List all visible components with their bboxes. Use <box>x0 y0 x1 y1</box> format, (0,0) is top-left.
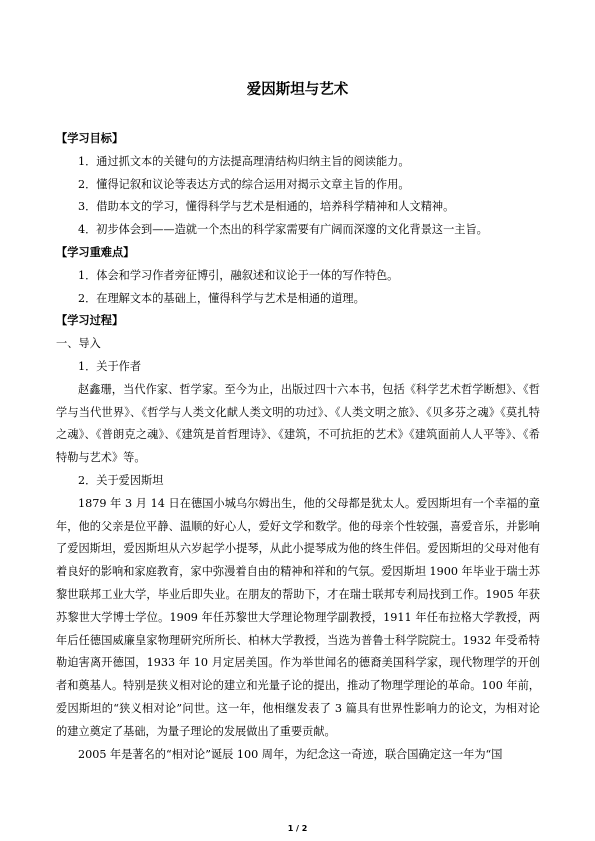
keypoint-item-1: 1．体会和学习作者旁征博引，融叙述和议论于一体的写作特色。 <box>78 268 399 282</box>
subheading-author: 1．关于作者 <box>78 359 142 373</box>
page-title: 爱因斯坦与艺术 <box>246 82 349 98</box>
goal-item-3: 3．借助本文的学习，懂得科学与艺术是相通的，培养科学精神和人文精神。 <box>78 200 455 214</box>
goal-item-4: 4．初步体会到——造就一个杰出的科学家需要有广阔而深邃的文化背景这一主旨。 <box>78 223 488 237</box>
author-paragraph: 赵鑫珊，当代作家、哲学家。至今为止，出版过四十六本书，包括《科学艺术哲学断想》、《哲学与当代世界》、《哲学与人类文化献人类文明的功过》、《人类文明之旅》、《贝多芬之魂》《莫扎特之魂》、《普朗克之魂》、《建筑是首哲理诗》、《建筑，不可抗拒的艺术》《建筑面前人人平等》、《希特勒与艺术》等。 <box>56 382 540 465</box>
goal-item-1: 1．通过抓文本的关键句的方法提高理清结构归纳主旨的阅读能力。 <box>78 154 410 168</box>
subheading-einstein: 2．关于爱因斯坦 <box>78 473 164 487</box>
relativity-paragraph: 2005 年是著名的“相对论”诞辰 100 周年，为纪念这一奇迹，联合国确定这一年为“国 <box>78 747 503 761</box>
section-heading-process: 【学习过程】 <box>56 314 124 328</box>
goal-item-2: 2．懂得记叙和议论等表达方式的综合运用对揭示文章主旨的作用。 <box>78 177 410 191</box>
einstein-paragraph: 1879 年 3 月 14 日在德国小城乌尔姆出生，他的父母都是犹太人。爱因斯坦有一个幸福的童年，他的父亲是位平静、温顺的好心人，爱好文学和数学。他的母亲个性较强，喜爱音乐，并影响了爱因斯坦，爱因斯坦从六岁起学小提琴，从此小提琴成为他的终生伴侣。爱因斯坦的父母对他有着良好的影响和家庭教育，家中弥漫着自由的精神和祥和的气氛。爱因斯坦 1900 年毕业于瑞士苏黎世联邦工业大学，毕业后即失业。在朋友的帮助下，才在瑞士联邦专利局找到工作。1905 年获苏黎世大学博士学位。1909 年任苏黎世大学理论物理学副教授，1911 年任布拉格大学教授，两年后任德国威廉皇家物理研究所所长、柏林大学教授，当选为普鲁士科学院院士。1932 年受希特勒迫害离开德国，1933 年 10 月定居美国。作为举世闻名的德裔美国科学家，现代物理学的开创者和奠基人。特别是狭义相对论的建立和光量子论的提出，推动了物理学理论的革命。100 年前，爱因斯坦的“狭义相对论”问世。这一年，他相继发表了 3 篇具有世界性影响力的论文，为相对论的建立奠定了基础，为量子理论的发展做出了重要贡献。 <box>56 496 540 738</box>
keypoint-item-2: 2．在理解文本的基础上，懂得科学与艺术是相通的道理。 <box>78 291 365 305</box>
document-body <box>56 128 540 766</box>
part-heading-intro: 一、导入 <box>56 337 101 351</box>
section-heading-keypoints: 【学习重难点】 <box>56 245 135 259</box>
section-heading-goals: 【学习目标】 <box>56 132 124 145</box>
page-number: 1 / 2 <box>287 824 308 833</box>
